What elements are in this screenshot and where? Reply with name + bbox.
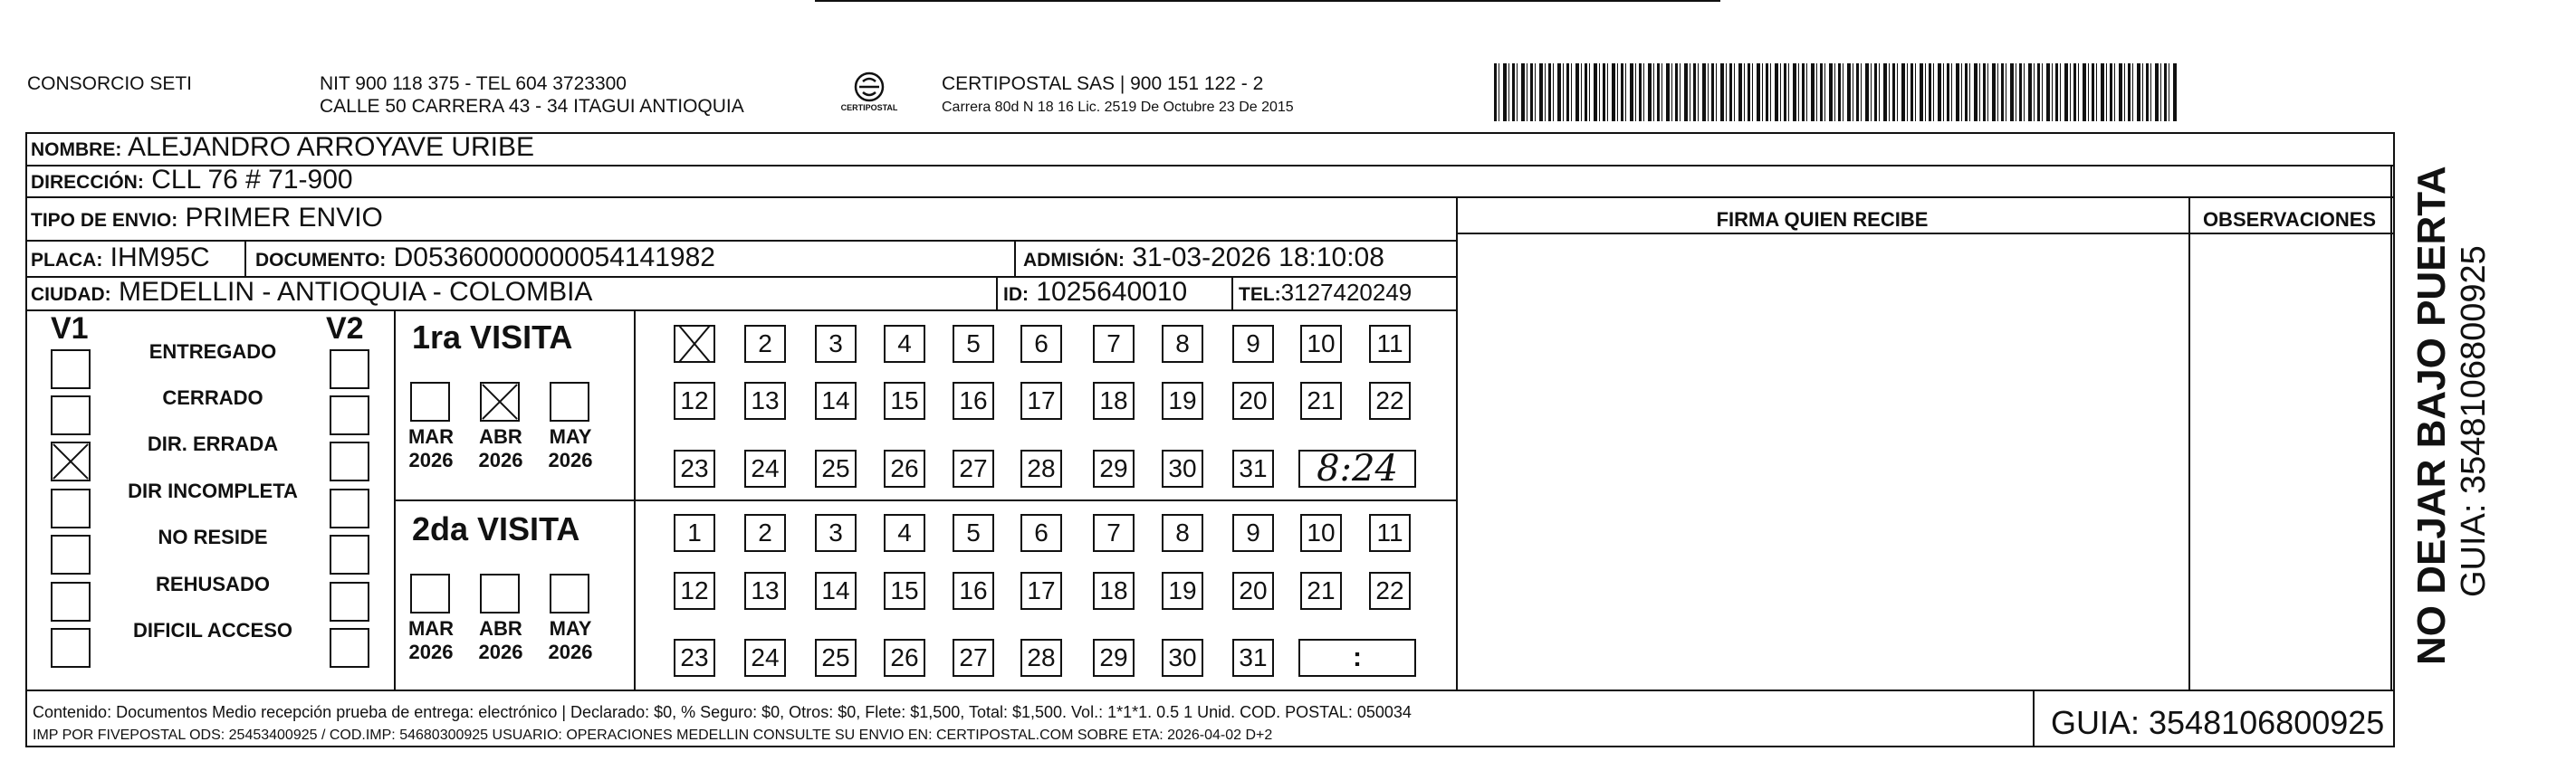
v1-checkbox[interactable] xyxy=(51,395,91,435)
side-guia: GUIA: 3548106800925 xyxy=(2455,245,2493,597)
status-label: DIR. ERRADA xyxy=(147,433,279,455)
month-checkbox-may[interactable] xyxy=(550,382,589,422)
month-checkbox-mar[interactable] xyxy=(410,574,450,614)
firma-header: FIRMA QUIEN RECIBE xyxy=(1716,208,1929,231)
company-name: CONSORCIO SETI xyxy=(27,73,193,94)
first-visit-day-8[interactable]: 8 xyxy=(1162,325,1203,363)
second-visit-day-26[interactable]: 26 xyxy=(884,639,925,677)
direccion-label: DIRECCIÓN: xyxy=(31,172,144,193)
v2-checkbox[interactable] xyxy=(330,349,369,389)
certipostal-line-1: CERTIPOSTAL SAS | 900 151 122 - 2 xyxy=(942,73,1264,94)
nit-line-2: CALLE 50 CARRERA 43 - 34 ITAGUI ANTIOQUIA xyxy=(320,96,744,117)
tel-label: TEL: xyxy=(1239,284,1281,305)
second-visit-day-17[interactable]: 17 xyxy=(1020,572,1062,610)
v2-checkbox[interactable] xyxy=(330,442,369,481)
top-rule xyxy=(815,0,1720,2)
second-visit-day-10[interactable]: 10 xyxy=(1300,514,1342,552)
month-label xyxy=(539,425,602,472)
first-visit-day-12[interactable]: 12 xyxy=(674,382,715,420)
v1-checkbox[interactable] xyxy=(51,628,91,668)
first-visit-day-23[interactable]: 23 xyxy=(674,450,715,488)
first-visit-day-15[interactable]: 15 xyxy=(884,382,925,420)
tel-field xyxy=(1239,277,1412,310)
second-visit-day-19[interactable]: 19 xyxy=(1162,572,1203,610)
second-visit-day-23[interactable]: 23 xyxy=(674,639,715,677)
first-visit-day-31[interactable]: 31 xyxy=(1232,450,1274,488)
second-visit-day-7[interactable]: 7 xyxy=(1093,514,1135,552)
first-time-value: 8:24 xyxy=(1317,448,1398,490)
first-visit-day-21[interactable]: 21 xyxy=(1300,382,1342,420)
observaciones-header: OBSERVACIONES xyxy=(2202,208,2377,231)
second-visit-day-16[interactable]: 16 xyxy=(953,572,994,610)
second-visit-day-6[interactable]: 6 xyxy=(1020,514,1062,552)
tipo-envio-value: PRIMER ENVIO xyxy=(185,203,383,233)
nombre-field xyxy=(31,132,534,166)
col-rule xyxy=(244,240,246,276)
documento-value: D05360000000054141982 xyxy=(393,243,715,272)
nombre-value: ALEJANDRO ARROYAVE URIBE xyxy=(128,132,535,162)
month-label xyxy=(539,617,602,664)
col-rule xyxy=(2390,165,2392,690)
first-visit-day-27[interactable]: 27 xyxy=(953,450,994,488)
v1-checkbox[interactable] xyxy=(51,442,91,481)
first-visit-day-22[interactable]: 22 xyxy=(1369,382,1411,420)
first-visit-title: 1ra VISITA xyxy=(412,319,573,356)
first-time-box[interactable] xyxy=(1298,450,1416,488)
second-visit-day-31[interactable]: 31 xyxy=(1232,639,1274,677)
month-name: MAY xyxy=(549,425,592,448)
second-visit-day-22[interactable]: 22 xyxy=(1369,572,1411,610)
first-visit-day-1[interactable] xyxy=(674,325,715,363)
id-value: 1025640010 xyxy=(1036,277,1188,307)
tipo-envio-label: TIPO DE ENVIO: xyxy=(31,210,178,231)
second-time-box[interactable] xyxy=(1298,639,1416,677)
second-visit-day-2[interactable]: 2 xyxy=(744,514,786,552)
admision-field xyxy=(1023,243,1384,276)
second-visit-day-12[interactable]: 12 xyxy=(674,572,715,610)
first-visit-day-18[interactable]: 18 xyxy=(1093,382,1135,420)
second-time-value: : xyxy=(1353,642,1362,672)
col-rule xyxy=(1014,240,1016,276)
v1-checkbox[interactable] xyxy=(51,489,91,528)
month-label xyxy=(399,425,463,472)
month-checkbox-may[interactable] xyxy=(550,574,589,614)
first-visit-day-14[interactable]: 14 xyxy=(815,382,857,420)
first-visit-day-16[interactable]: 16 xyxy=(953,382,994,420)
firma-header-rule xyxy=(1456,233,2395,234)
second-visit-day-28[interactable]: 28 xyxy=(1020,639,1062,677)
second-visit-day-11[interactable]: 11 xyxy=(1369,514,1411,552)
admision-value: 31-03-2026 18:10:08 xyxy=(1132,243,1384,272)
month-year: 2026 xyxy=(478,449,523,471)
first-visit-day-20[interactable]: 20 xyxy=(1232,382,1274,420)
v2-label: V2 xyxy=(326,311,364,346)
month-name: ABR xyxy=(479,617,522,640)
first-visit-day-10[interactable]: 10 xyxy=(1300,325,1342,363)
status-label: NO RESIDE xyxy=(158,526,268,548)
first-visit-day-11[interactable]: 11 xyxy=(1369,325,1411,363)
v1-label: V1 xyxy=(51,311,89,346)
ciudad-value: MEDELLIN - ANTIOQUIA - COLOMBIA xyxy=(119,277,593,307)
second-visit-day-14[interactable]: 14 xyxy=(815,572,857,610)
second-visit-day-30[interactable]: 30 xyxy=(1162,639,1203,677)
id-field xyxy=(1003,277,1187,310)
v1-checkbox[interactable] xyxy=(51,535,91,575)
second-visit-day-18[interactable]: 18 xyxy=(1093,572,1135,610)
first-visit-day-28[interactable]: 28 xyxy=(1020,450,1062,488)
month-label xyxy=(469,617,532,664)
month-year: 2026 xyxy=(408,449,454,471)
second-visit-day-29[interactable]: 29 xyxy=(1093,639,1135,677)
documento-field xyxy=(255,243,715,276)
status-label: REHUSADO xyxy=(156,573,270,595)
barcode xyxy=(1494,63,2178,121)
status-label: ENTREGADO xyxy=(148,340,277,363)
first-visit-day-5[interactable]: 5 xyxy=(953,325,994,363)
v2-checkbox[interactable] xyxy=(330,535,369,575)
first-visit-day-6[interactable]: 6 xyxy=(1020,325,1062,363)
second-visit-day-5[interactable]: 5 xyxy=(953,514,994,552)
row-rule xyxy=(25,196,2395,198)
v1-checkbox[interactable] xyxy=(51,582,91,622)
footer-line-1: Contenido: Documentos Medio recepción prueba de entrega: electrónico | Declarado: $0, % Seguro: $0, Otros: $0, Flete: $1,500, Total: $1,500. Vol.: 1*1*1. 0.5 1 Unid. COD. POSTAL: 050034 xyxy=(33,703,1412,721)
second-visit-day-15[interactable]: 15 xyxy=(884,572,925,610)
month-label xyxy=(399,617,463,664)
first-visit-day-13[interactable]: 13 xyxy=(744,382,786,420)
second-visit-day-8[interactable]: 8 xyxy=(1162,514,1203,552)
col-rule xyxy=(1231,276,1233,309)
footer-line-2: IMP POR FIVEPOSTAL ODS: 25453400925 / COD.IMP: 54680300925 USUARIO: OPERACIONES MEDELLIN CONSULTE SU ENVIO EN: CERTIPOSTAL.COM SOBRE ETA: 2026-04-02 D+2 xyxy=(33,728,1273,743)
month-year: 2026 xyxy=(408,641,454,663)
placa-value: IHM95C xyxy=(110,243,210,272)
status-label: CERRADO xyxy=(162,386,263,409)
first-visit-day-19[interactable]: 19 xyxy=(1162,382,1203,420)
first-visit-day-25[interactable]: 25 xyxy=(815,450,857,488)
status-label: DIR INCOMPLETA xyxy=(128,480,298,502)
second-visit-day-9[interactable]: 9 xyxy=(1232,514,1274,552)
first-visit-day-29[interactable]: 29 xyxy=(1093,450,1135,488)
month-year: 2026 xyxy=(478,641,523,663)
month-year: 2026 xyxy=(548,641,593,663)
month-checkbox-abr[interactable] xyxy=(480,574,520,614)
direccion-field xyxy=(31,165,353,198)
col-rule xyxy=(2188,196,2190,690)
first-visit-day-9[interactable]: 9 xyxy=(1232,325,1274,363)
status-label: DIFICIL ACCESO xyxy=(132,619,292,642)
second-visit-day-20[interactable]: 20 xyxy=(1232,572,1274,610)
month-checkbox-abr[interactable] xyxy=(480,382,520,422)
v2-checkbox[interactable] xyxy=(330,489,369,528)
v2-checkbox[interactable] xyxy=(330,582,369,622)
first-visit-day-4[interactable]: 4 xyxy=(884,325,925,363)
month-name: ABR xyxy=(479,425,522,448)
month-name: MAY xyxy=(549,617,592,640)
ciudad-field xyxy=(31,277,592,310)
first-visit-day-2[interactable]: 2 xyxy=(744,325,786,363)
first-visit-day-17[interactable]: 17 xyxy=(1020,382,1062,420)
second-visit-day-13[interactable]: 13 xyxy=(744,572,786,610)
certipostal-line-2: Carrera 80d N 18 16 Lic. 2519 De Octubre 23 De 2015 xyxy=(942,100,1294,115)
month-label xyxy=(469,425,532,472)
placa-label: PLACA: xyxy=(31,250,103,271)
certipostal-logo xyxy=(838,69,901,119)
month-name: MAR xyxy=(407,617,455,640)
direccion-value: CLL 76 # 71-900 xyxy=(151,165,353,195)
second-visit-day-24[interactable]: 24 xyxy=(744,639,786,677)
second-visit-day-4[interactable]: 4 xyxy=(884,514,925,552)
admision-label: ADMISIÓN: xyxy=(1023,250,1125,271)
col-rule xyxy=(1456,196,1458,690)
ciudad-label: CIUDAD: xyxy=(31,284,111,305)
second-visit-day-27[interactable]: 27 xyxy=(953,639,994,677)
row-rule xyxy=(25,240,1456,242)
side-warning: NO DEJAR BAJO PUERTA xyxy=(2409,166,2454,665)
logo-text: CERTIPOSTAL xyxy=(840,103,898,112)
first-visit-day-3[interactable]: 3 xyxy=(815,325,857,363)
first-visit-day-7[interactable]: 7 xyxy=(1093,325,1135,363)
first-visit-day-24[interactable]: 24 xyxy=(744,450,786,488)
nombre-label: NOMBRE: xyxy=(31,139,122,160)
tipo-envio-field xyxy=(31,203,383,236)
first-visit-day-26[interactable]: 26 xyxy=(884,450,925,488)
visit-separator xyxy=(394,499,1456,501)
footer-guia: GUIA: 3548106800925 xyxy=(2051,704,2385,741)
id-label: ID: xyxy=(1003,284,1029,305)
second-visit-day-25[interactable]: 25 xyxy=(815,639,857,677)
v2-checkbox[interactable] xyxy=(330,628,369,668)
second-visit-day-1[interactable]: 1 xyxy=(674,514,715,552)
placa-field xyxy=(31,243,210,276)
month-name: MAR xyxy=(407,425,455,448)
second-visit-day-3[interactable]: 3 xyxy=(815,514,857,552)
documento-label: DOCUMENTO: xyxy=(255,250,387,271)
month-checkbox-mar[interactable] xyxy=(410,382,450,422)
second-visit-day-21[interactable]: 21 xyxy=(1300,572,1342,610)
first-visit-day-30[interactable]: 30 xyxy=(1162,450,1203,488)
month-year: 2026 xyxy=(548,449,593,471)
second-visit-title: 2da VISITA xyxy=(412,510,580,547)
v1-checkbox[interactable] xyxy=(51,349,91,389)
footer-guia-rule xyxy=(2033,690,2035,747)
tel-value: 3127420249 xyxy=(1280,279,1412,306)
nit-line-1: NIT 900 118 375 - TEL 604 3723300 xyxy=(320,73,627,94)
col-rule xyxy=(996,276,998,309)
v2-checkbox[interactable] xyxy=(330,395,369,435)
row-rule xyxy=(25,690,2395,691)
